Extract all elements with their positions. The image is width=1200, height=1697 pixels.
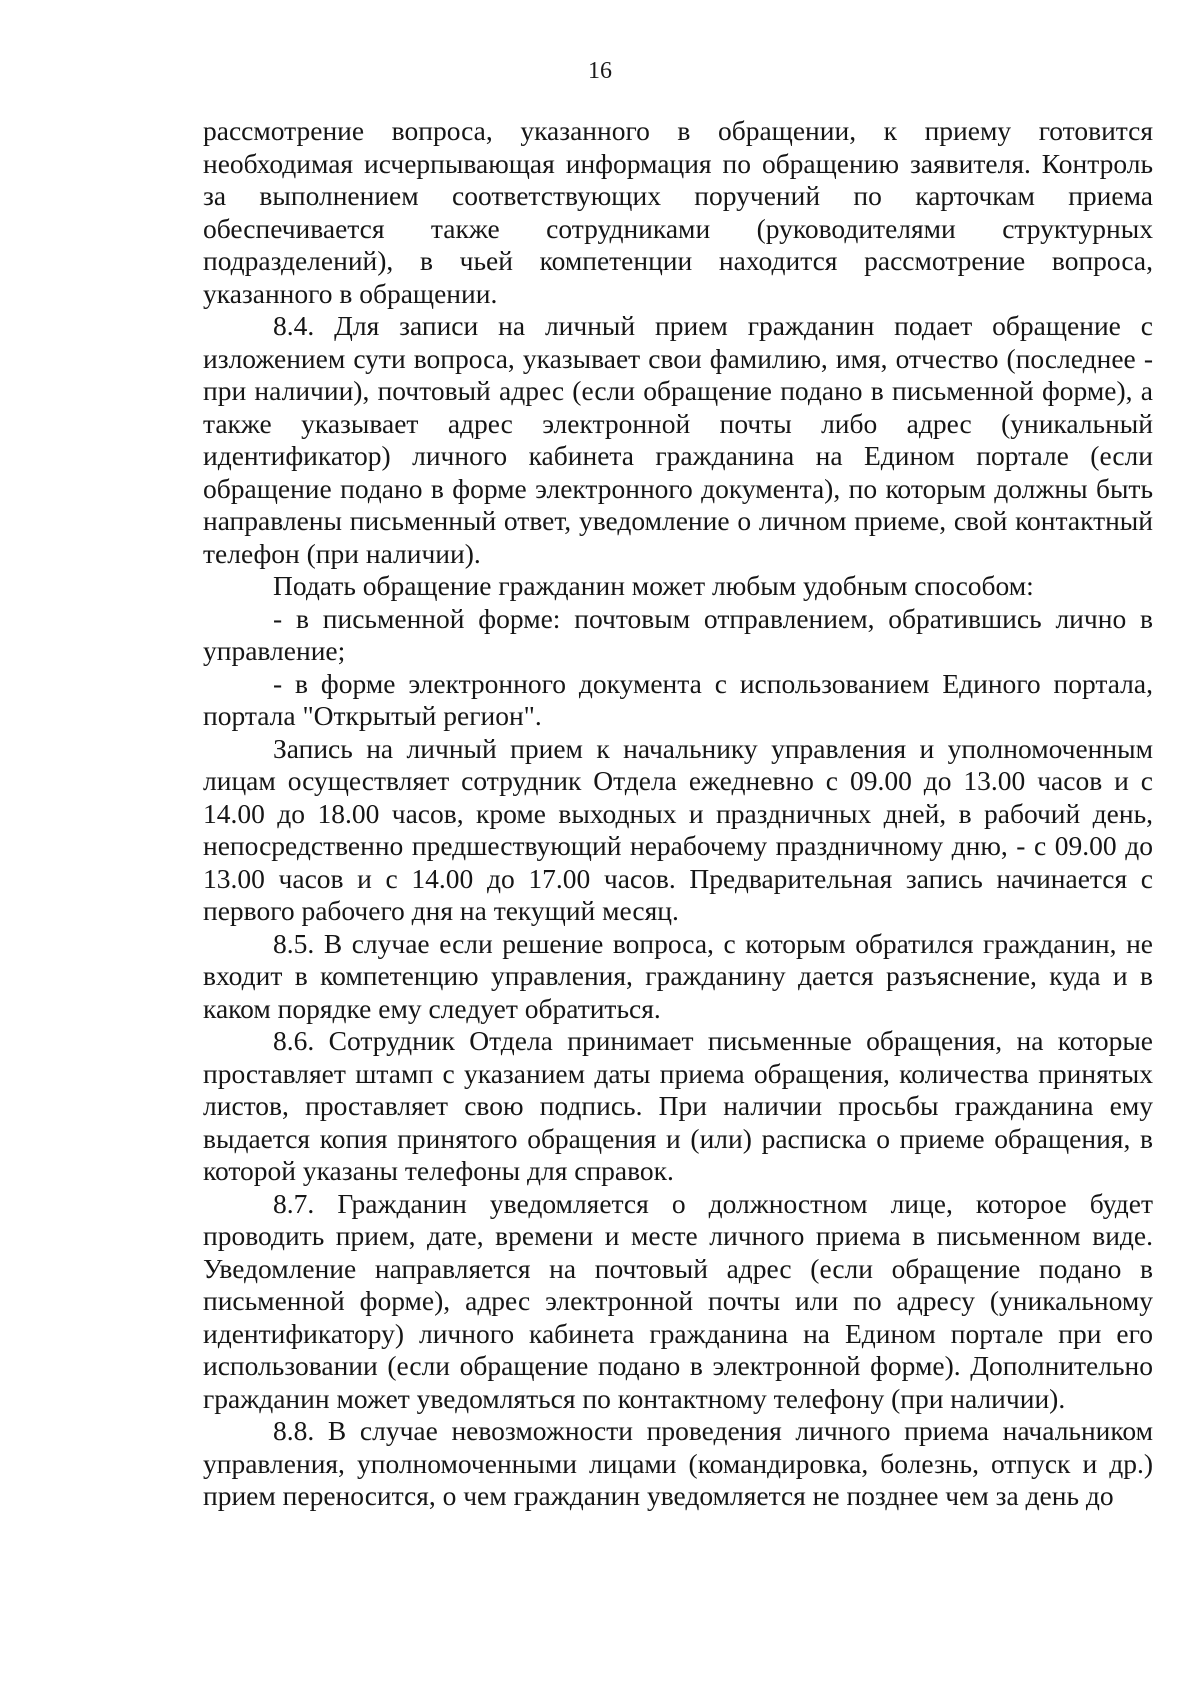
paragraph-continuation: рассмотрение вопроса, указанного в обращении, к приему готовится необходимая исчерпывающая информация по обращению заявителя. Контроль за выполнением соответствующих поручений по карточкам приема обеспечивается также сотрудниками (руководителями структурных подразделений), в чьей компетенции находится рассмотрение вопроса, указанного в обращении.	[203, 115, 1153, 309]
paragraph-8-8: 8.8. В случае невозможности проведения личного приема начальником управления, уполномоченными лицами (командировка, болезнь, отпуск и др.) прием переносится, о чем гражданин уведомляется не позднее чем за день до	[203, 1415, 1153, 1511]
page-number: 16	[588, 58, 612, 84]
paragraph-8-6: 8.6. Сотрудник Отдела принимает письменные обращения, на которые проставляет штамп с указанием даты приема обращения, количества принятых листов, проставляет свою подпись. При наличии просьбы гражданина ему выдается копия принятого обращения и (или) расписка о приеме обращения, в которой указаны телефоны для справок.	[203, 1025, 1153, 1186]
paragraph-submission-methods: Подать обращение гражданин может любым удобным способом:	[273, 570, 1034, 601]
paragraph-8-7: 8.7. Гражданин уведомляется о должностном лице, которое будет проводить прием, дате, времени и месте личного приема в письменном виде. Уведомление направляется на почтовый адрес (если обращение подано в письменной форме), адрес электронной почты или по адресу (уникальному идентификатору) личного кабинета гражданина на Едином портале при его использовании (если обращение подано в электронной форме). Дополнительно гражданин может уведомляться по контактному телефону (при наличии).	[203, 1187, 1153, 1414]
paragraph-8-5: 8.5. В случае если решение вопроса, с которым обратился гражданин, не входит в компетенцию управления, гражданину дается разъяснение, куда и в каком порядке ему следует обратиться.	[203, 927, 1153, 1024]
paragraph-8-4: 8.4. Для записи на личный прием гражданин подает обращение с изложением сути вопроса, указывает свои фамилию, имя, отчество (последнее - при наличии), почтовый адрес (если обращение подано в письменной форме), а также указывает адрес электронной почты либо адрес (уникальный идентификатор) личного кабинета гражданина на Едином портале (если обращение подано в форме электронного документа), по которым должны быть направлены письменный ответ, уведомление о личном приеме, свой контактный телефон (при наличии).	[203, 310, 1153, 569]
list-item-written-form: - в письменной форме: почтовым отправлением, обратившись лично в управление;	[203, 602, 1153, 666]
document-body	[203, 115, 1153, 1513]
list-item-electronic-form: - в форме электронного документа с использованием Единого портала, портала "Открытый регион".	[203, 667, 1153, 731]
paragraph-appointment-schedule: Запись на личный прием к начальнику управления и уполномоченным лицам осуществляет сотрудник Отдела ежедневно с 09.00 до 13.00 часов и с 14.00 до 18.00 часов, кроме выходных и праздничных дней, в рабочий день, непосредственно предшествующий нерабочему праздничному дню, - с 09.00 до 13.00 часов и с 14.00 до 17.00 часов. Предварительная запись начинается с первого рабочего дня на текущий месяц.	[203, 732, 1153, 926]
